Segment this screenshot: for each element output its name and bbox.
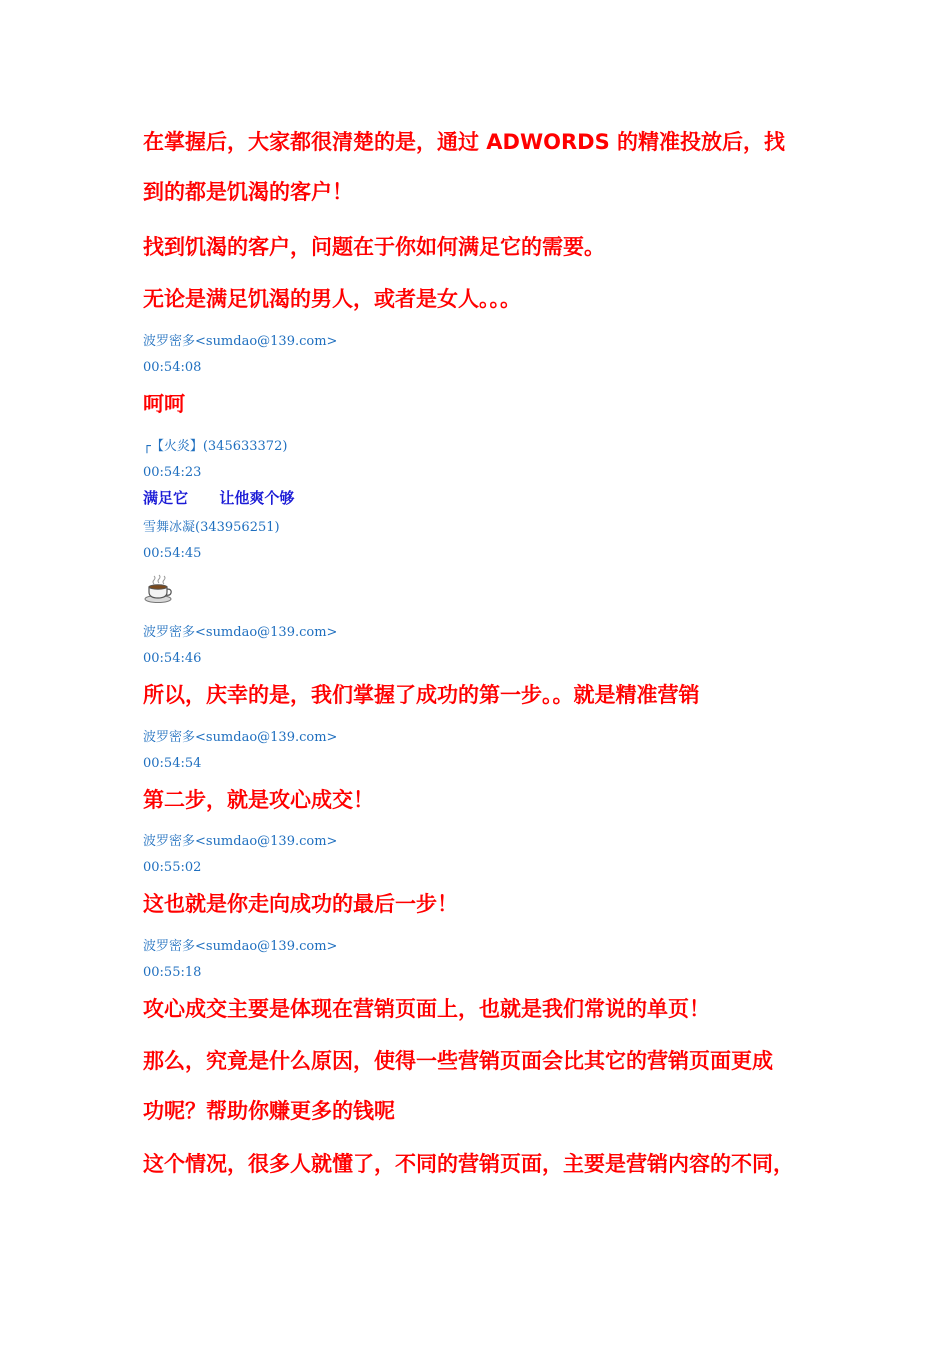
paragraph-line: 找到饥渴的客户，问题在于你如何满足它的需要。 bbox=[143, 235, 605, 259]
message-timestamp: 00:54:54 bbox=[143, 756, 202, 771]
paragraph-line: 功呢？帮助你赚更多的钱呢 bbox=[143, 1099, 395, 1123]
message-timestamp: 00:54:46 bbox=[143, 651, 202, 666]
message-sender: 波罗密多<sumdao@139.com> bbox=[143, 730, 338, 745]
message-sender: 波罗密多<sumdao@139.com> bbox=[143, 625, 338, 640]
message-timestamp: 00:54:08 bbox=[143, 360, 202, 375]
message-text: 第二步，就是攻心成交！ bbox=[143, 788, 374, 812]
message-timestamp: 00:54:23 bbox=[143, 465, 202, 480]
coffee-cup-icon bbox=[143, 574, 175, 604]
message-timestamp: 00:55:18 bbox=[143, 965, 202, 980]
message-timestamp: 00:54:45 bbox=[143, 546, 202, 561]
message-text: 满足它 让他爽个够 bbox=[143, 489, 295, 507]
paragraph-line: 那么，究竟是什么原因，使得一些营销页面会比其它的营销页面更成 bbox=[143, 1049, 773, 1073]
message-text: 这也就是你走向成功的最后一步！ bbox=[143, 892, 458, 916]
message-sender: 雪舞冰凝(343956251) bbox=[143, 520, 280, 535]
message-sender: ┌【火炎】(345633372) bbox=[143, 439, 288, 454]
message-text: 呵呵 bbox=[143, 392, 185, 416]
message-text: 攻心成交主要是体现在营销页面上，也就是我们常说的单页！ bbox=[143, 997, 710, 1021]
paragraph-line: 这个情况，很多人就懂了，不同的营销页面，主要是营销内容的不同， bbox=[143, 1152, 794, 1176]
message-sender: 波罗密多<sumdao@139.com> bbox=[143, 834, 338, 849]
message-timestamp: 00:55:02 bbox=[143, 860, 202, 875]
paragraph-line: 在掌握后，大家都很清楚的是，通过 ADWORDS 的精准投放后，找 bbox=[143, 130, 786, 154]
message-text: 所以，庆幸的是，我们掌握了成功的第一步。。就是精准营销 bbox=[143, 683, 700, 707]
message-sender: 波罗密多<sumdao@139.com> bbox=[143, 939, 338, 954]
message-sender: 波罗密多<sumdao@139.com> bbox=[143, 334, 338, 349]
paragraph-line: 到的都是饥渴的客户！ bbox=[143, 180, 353, 204]
paragraph-line: 无论是满足饥渴的男人，或者是女人。。。 bbox=[143, 287, 521, 311]
